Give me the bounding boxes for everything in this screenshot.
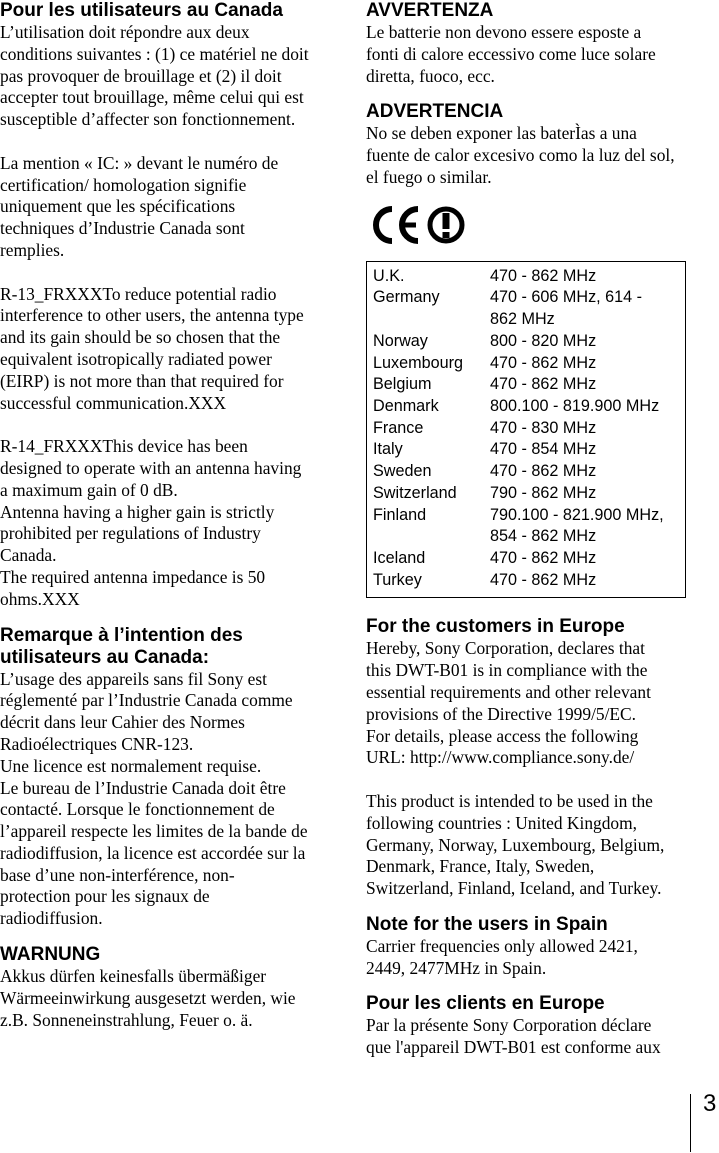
country-cell: U.K. — [373, 266, 405, 285]
advertencia-paragraph — [366, 123, 692, 188]
table-row — [373, 570, 679, 592]
country-cell: Norway — [373, 331, 428, 350]
text-line: fuente de calor excesivo como la luz del sol, — [366, 145, 675, 166]
text-line: essential requirements and other relevant — [366, 681, 651, 702]
text-line: Akkus dürfen keinesfalls übermäßiger — [0, 966, 267, 987]
text-line: Antenna having a higher gain is strictly — [0, 501, 275, 522]
table-row — [373, 287, 679, 330]
country-cell: Germany — [373, 288, 440, 307]
frequency-cell — [490, 331, 679, 353]
country-cell: Belgium — [373, 375, 432, 394]
canada-paragraph-1 — [0, 22, 326, 131]
page-number: 3 — [703, 1090, 717, 1117]
text-line: Germany, Norway, Luxembourg, Belgium, — [366, 834, 665, 855]
frequency-cell — [490, 570, 679, 592]
text-line: L’utilisation doit répondre aux deux — [0, 22, 250, 42]
text-line: uniquement que les spécifications — [0, 196, 236, 217]
text-line: 470 - 830 MHz — [490, 418, 597, 437]
warnung-heading: WARNUNG — [0, 944, 101, 966]
text-line: conditions suivantes : (1) ce matériel ne doit — [0, 43, 309, 64]
country-cell: Switzerland — [373, 483, 457, 502]
table-row — [373, 483, 679, 505]
country-cell: Turkey — [373, 570, 422, 589]
spain-users-heading: Note for the users in Spain — [366, 913, 608, 935]
text-line: base d’une non-interférence, non- — [0, 864, 235, 885]
text-line: (EIRP) is not more than that required for — [0, 370, 284, 391]
text-line: L’usage des appareils sans fil Sony est — [0, 668, 267, 689]
canada-paragraph-3 — [0, 284, 326, 415]
text-line: Switzerland, Finland, Iceland, and Turkey. — [366, 878, 662, 899]
text-line: Canada. — [0, 545, 57, 566]
remarque-heading-line-2: utilisateurs au Canada: — [0, 646, 210, 668]
text-line: Hereby, Sony Corporation, declares that — [366, 638, 645, 659]
country-cell: Iceland — [373, 548, 426, 567]
country-cell: Sweden — [373, 462, 432, 481]
text-line: protection pour les signaux de — [0, 886, 210, 907]
table-row — [373, 439, 679, 461]
frequency-cell — [490, 483, 679, 505]
table-row — [373, 331, 679, 353]
frequency-cell — [490, 353, 679, 375]
canada-paragraph-4 — [0, 436, 326, 610]
text-line: following countries : United Kingdom, — [366, 812, 637, 833]
text-line: 790 - 862 MHz — [490, 483, 597, 502]
text-line: equivalent isotropically radiated power — [0, 348, 272, 369]
table-row — [373, 396, 679, 418]
text-line: 470 - 854 MHz — [490, 440, 597, 459]
alert-mark-icon — [426, 205, 466, 245]
text-line: 862 MHz — [490, 310, 555, 329]
text-line: l’appareil respecte les limites de la bande de — [0, 821, 308, 842]
text-line: radiodiffusion, la licence est accordée sur la — [0, 842, 306, 863]
text-line: 470 - 862 MHz — [490, 570, 597, 589]
avvertenza-heading: AVVERTENZA — [366, 0, 494, 21]
ce-mark-icon — [370, 205, 422, 245]
text-line: 470 - 862 MHz — [490, 462, 597, 481]
text-line: R-14_FRXXXThis device has been — [0, 436, 248, 457]
country-cell: Luxembourg — [373, 353, 463, 372]
text-line: 854 - 862 MHz — [490, 527, 597, 546]
table-row — [373, 505, 679, 548]
text-line: réglementé par l’Industrie Canada comme — [0, 690, 293, 711]
text-line: La mention « IC: » devant le numéro de — [0, 152, 279, 173]
frequency-cell — [490, 374, 679, 396]
text-line: prohibited per regulations of Industry — [0, 523, 261, 544]
text-line: this DWT-B01 is in compliance with the — [366, 660, 648, 681]
text-line: For details, please access the following — [366, 725, 639, 746]
text-line: a maximum gain of 0 dB. — [0, 479, 178, 500]
country-cell: Italy — [373, 440, 403, 459]
canada-paragraph-2 — [0, 153, 326, 262]
text-line: Une licence est normalement requise. — [0, 755, 262, 776]
text-line: 790.100 - 821.900 MHz, — [490, 505, 664, 524]
frequency-cell — [490, 505, 679, 548]
text-line: contacté. Lorsque le fonctionnement de — [0, 799, 275, 820]
text-line: Par la présente Sony Corporation déclare — [366, 1015, 652, 1036]
text-line: Denmark, France, Italy, Sweden, — [366, 856, 595, 877]
text-line: provisions of the Directive 1999/5/EC. — [366, 703, 636, 724]
text-line: décrit dans leur Cahier des Normes — [0, 712, 245, 733]
text-line: designed to operate with an antenna having — [0, 457, 302, 478]
text-line: techniques d’Industrie Canada sont — [0, 218, 245, 239]
right-column — [366, 0, 692, 1059]
remarque-paragraph — [0, 669, 326, 931]
text-line: 800 - 820 MHz — [490, 331, 597, 350]
left-column — [0, 0, 326, 1031]
text-line: remplies. — [0, 239, 65, 260]
text-line: R-13_FRXXXTo reduce potential radio — [0, 283, 277, 304]
text-line: fonti di calore eccessivo come luce solare — [366, 43, 656, 64]
text-line: Radioélectriques CNR-123. — [0, 733, 194, 754]
text-line: 470 - 862 MHz — [490, 353, 597, 372]
table-row — [373, 461, 679, 483]
warnung-paragraph — [0, 966, 326, 1031]
text-line: URL: http://www.compliance.sony.de/ — [366, 747, 635, 768]
text-line: Le batterie non devono essere esposte a — [366, 22, 642, 42]
certification-marks — [370, 203, 692, 247]
text-line: 2449, 2477MHz in Spain. — [366, 957, 547, 978]
europe-paragraph-2 — [366, 791, 692, 900]
text-line: z.B. Sonneneinstrahlung, Feuer o. ä. — [0, 1009, 253, 1030]
table-row — [373, 374, 679, 396]
text-line: Wärmeeinwirkung ausgesetzt werden, wie — [0, 987, 296, 1008]
avvertenza-paragraph — [366, 22, 692, 87]
frequency-cell — [490, 418, 679, 440]
text-line: ohms.XXX — [0, 588, 80, 609]
clients-paragraph — [366, 1015, 692, 1059]
advertencia-heading: ADVERTENCIA — [366, 101, 504, 123]
text-line: el fuego o similar. — [366, 166, 492, 187]
text-line: pas provoquer de brouillage et (2) il doit — [0, 65, 282, 86]
table-row — [373, 266, 679, 288]
frequency-cell — [490, 548, 679, 570]
clients-europe-heading: Pour les clients en Europe — [366, 993, 605, 1015]
text-line: radiodiffusion. — [0, 908, 103, 929]
text-line: No se deben exponer las baterÌas a una — [366, 123, 637, 144]
text-line: The required antenna impedance is 50 — [0, 566, 266, 587]
frequency-cell — [490, 461, 679, 483]
table-row — [373, 548, 679, 570]
text-line: successful communication.XXX — [0, 392, 227, 413]
table-row — [373, 353, 679, 375]
table-row — [373, 418, 679, 440]
frequency-cell — [490, 396, 679, 418]
text-line: certification/ homologation signifie — [0, 174, 247, 195]
canada-users-heading: Pour les utilisateurs au Canada — [0, 0, 283, 21]
europe-paragraph-1 — [366, 638, 692, 769]
text-line: 470 - 862 MHz — [490, 548, 597, 567]
text-line: interference to other users, the antenna type — [0, 305, 304, 326]
frequency-cell — [490, 287, 679, 330]
spain-paragraph — [366, 936, 692, 980]
text-line: que l'appareil DWT-B01 est conforme aux — [366, 1037, 661, 1058]
country-cell: France — [373, 418, 424, 437]
text-line: and its gain should be so chosen that the — [0, 327, 281, 348]
text-line: 470 - 606 MHz, 614 - — [490, 288, 643, 307]
text-line: 800.100 - 819.900 MHz — [490, 397, 660, 415]
europe-customers-heading: For the customers in Europe — [366, 616, 625, 638]
text-line: 470 - 862 MHz — [490, 375, 597, 394]
frequency-cell — [490, 266, 679, 288]
page-number-rule — [690, 1094, 691, 1152]
text-line: diretta, fuoco, ecc. — [366, 65, 495, 86]
country-cell: Finland — [373, 505, 427, 524]
text-line: This product is intended to be used in the — [366, 790, 653, 811]
text-line: Carrier frequencies only allowed 2421, — [366, 935, 638, 956]
remarque-heading-line-1: Remarque à l’intention des — [0, 624, 243, 646]
frequency-cell — [490, 439, 679, 461]
frequency-table — [366, 261, 686, 599]
text-line: accepter tout brouillage, même celui qui est — [0, 87, 304, 108]
text-line: Le bureau de l’Industrie Canada doit être — [0, 777, 286, 798]
country-cell: Denmark — [373, 397, 439, 415]
text-line: susceptible d’affecter son fonctionnement. — [0, 109, 296, 130]
text-line: 470 - 862 MHz — [490, 266, 597, 285]
